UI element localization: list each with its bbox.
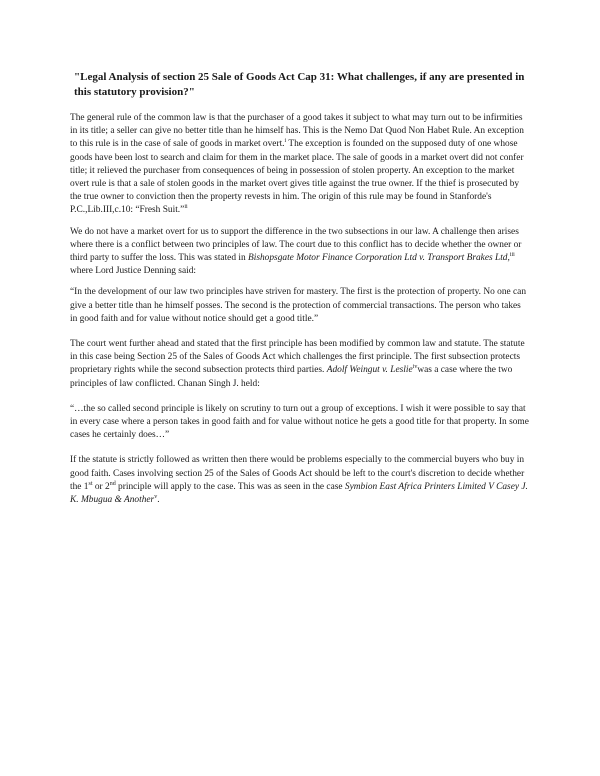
footnote-marker: ii [184,204,188,211]
paragraph-text: We do not have a market overt for us to support the difference in the two subsections in our law. A challenge then arises where there is a conflict between two principles of law. The court due to this conflict has to decide whether the owner or third party to suffer the loss. This was stated in [70,226,522,264]
paragraph-section-25 [70,338,530,391]
case-citation: Bishopsgate Motor Finance Corporation Ltd v. Transport Brakes Ltd [248,253,508,264]
paragraph-conclusion [70,454,530,507]
ordinal-suffix: st [88,480,93,487]
paragraph-text: principle will apply to the case. This was as seen in the case [115,481,345,492]
paragraph-market-overt [70,226,530,279]
document-title: "Legal Analysis of section 25 Sale of Goods Act Cap 31: What challenges, if any are presented in this statutory provision?" [74,71,525,98]
footnote-marker: i [284,138,287,145]
quote-denning: “In the development of our law two principles have striven for mastery. The first is the protection of property. No one can give a better title than he himself posses. The second is the protection of commercial transactions. The person who takes in good faith and for value without notice should get a good title.” [70,287,527,324]
paragraph-nemo-dat [70,112,530,218]
paragraph-text: The general rule of the common law is that the purchaser of a good takes it subject to what may turn out to be infirmities in its title; a seller can give no better title than he himself has. This is the Nemo Dat Quod Non Habet Rule. An exception to this rule is in the case of sale of goods in market overt. [70,113,524,150]
paragraph-text: The court went further ahead and stated that the first principle has been modified by common law and statute. The statute in this case being Section 25 of the Sales of Goods Act which challenges the first principle. The first subsection protects proprietary rights while the second subsection protects third parties. [70,339,525,376]
ordinal-suffix: nd [109,480,116,487]
case-citation: Adolf Weingut v. Leslie [326,365,413,376]
footnote-marker: iii [509,251,515,258]
quote-chanan-singh: “…the so called second principle is likely on scrutiny to turn out a group of exceptions. I wish it were possible to say that in every case where a person takes in good faith and for value without notice he gets a good title for that property. In some cases he certainly does…” [70,403,529,441]
paragraph-text: The exception is founded on the supposed duty of one whose goods have been lost to search and claim for them in the market place. The sale of goods in a market overt did not confer title; it relieved the purchaser from consequences of being in possession of stolen property. An exception to the market overt rule is that a sale of stolen goods in the market overt gives title against the true owner. If the thief is prosecuted by the true owner to conviction then the property revests in him. The origin of this rule may be found in Stanforde's P.C.,Lib.III,c.10: “Fresh Suit.” [70,139,524,216]
footnote-marker: iv [412,364,418,371]
footnote-marker: v [154,493,158,500]
case-citation: Symbion East Africa Printers Limited V Casey J. K. Mbugua & Another [70,481,528,506]
paragraph-text: , [507,253,510,264]
paragraph-text: If the statute is strictly followed as written then there would be problems especially to the commercial buyers who buy in good faith. Cases involving section 25 of the Sales of Goods Act should be left to the court's discretion to decide whether the 1 [70,455,525,492]
paragraph-text: where Lord Justice Denning said: [70,266,197,277]
paragraph-text: . [157,495,160,506]
paragraph-text: or 2 [92,481,110,492]
paragraph-text: was a case where the two principles of law conflicted. Chanan Singh J. held: [70,365,513,389]
